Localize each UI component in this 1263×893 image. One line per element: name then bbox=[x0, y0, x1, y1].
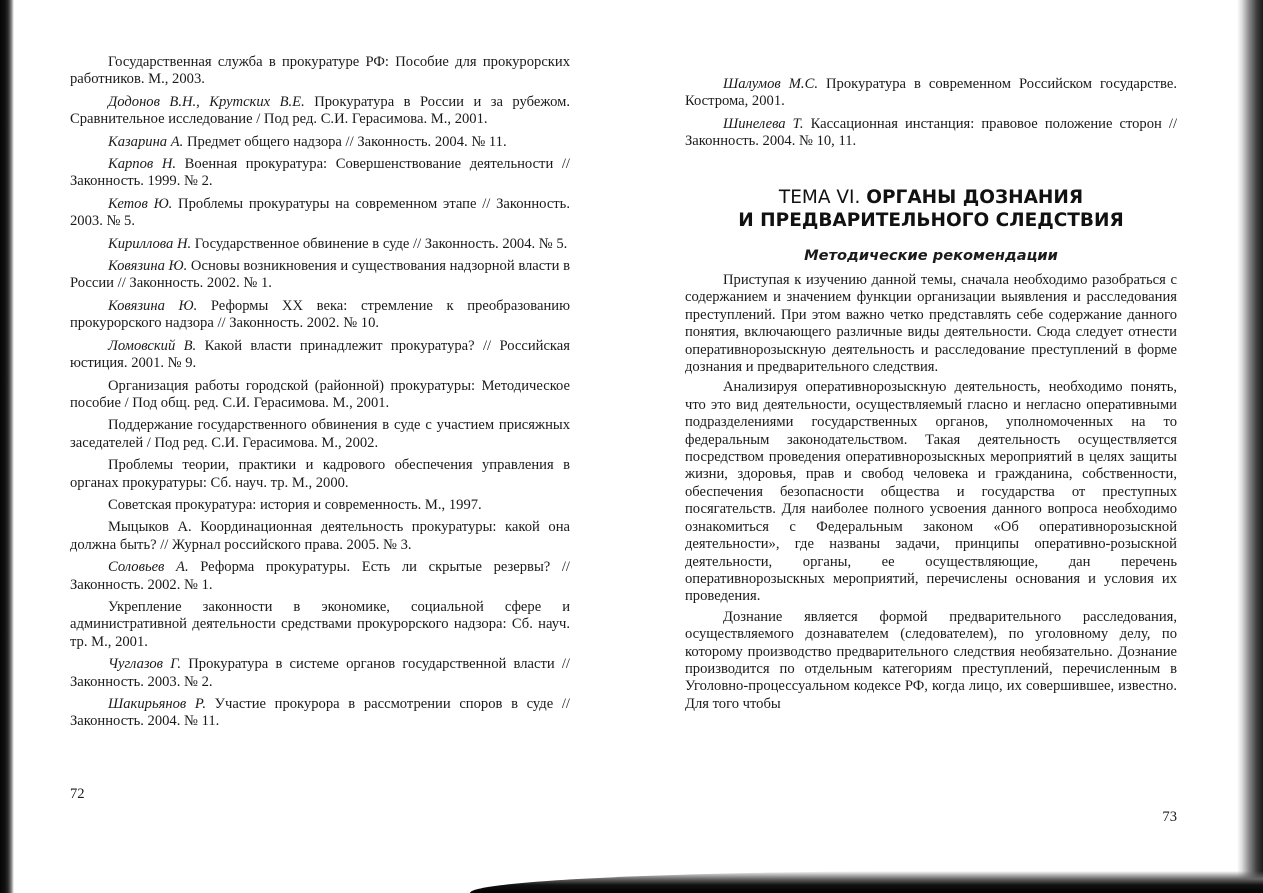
bibliography-entry bbox=[70, 417, 570, 452]
scan-bottom-shadow bbox=[470, 871, 1263, 893]
chapter-heading bbox=[685, 186, 1177, 232]
entry-text: Советская прокуратура: история и современность. М., 1997. bbox=[108, 496, 482, 513]
entry-text: Военная прокуратура: Совершенствование деятельности // Законность. 1999. № 2. bbox=[70, 156, 570, 190]
chapter-heading-title-1: ОРГАНЫ ДОЗНАНИЯ bbox=[866, 187, 1084, 208]
entry-author: Шинелева Т. bbox=[723, 115, 804, 132]
bibliography-entry bbox=[70, 656, 570, 691]
bibliography-entry bbox=[70, 196, 570, 231]
bibliography-entry bbox=[70, 378, 570, 413]
entry-author: Ломовский В. bbox=[108, 337, 197, 354]
chapter-heading-title-2: И ПРЕДВАРИТЕЛЬНОГО СЛЕДСТВИЯ bbox=[738, 210, 1124, 231]
entry-text: Прокуратура в России и за рубежом. Сравнительное исследование / Под ред. С.И. Герасимова. М., 2001. bbox=[70, 93, 570, 128]
entry-author: Ковязина Ю. bbox=[108, 258, 188, 275]
entry-text: Прокуратура в современном Российском государстве. Кострома, 2001. bbox=[685, 76, 1177, 110]
bibliography-entry bbox=[70, 134, 570, 151]
body-paragraph: Приступая к изучению данной темы, сначала необходимо разобраться с содержанием и значением функции организации выявления и расследования преступлений. При этом важно четко представлять себе содержание данного понятия, включающего различные виды деятельности. Сюда следует отнести оперативнорозыскную деятельность и расследование преступлений в форме дознания и предварительного следствия. bbox=[685, 272, 1177, 376]
entry-author: Кириллова Н. bbox=[108, 235, 192, 252]
section-subheading: Методические рекомендации bbox=[804, 247, 1058, 264]
bibliography-entry bbox=[70, 696, 570, 731]
entry-text: Предмет общего надзора // Законность. 2004. № 11. bbox=[183, 133, 507, 150]
entry-author: Карпов Н. bbox=[108, 156, 177, 173]
bibliography-entry bbox=[70, 599, 570, 651]
entry-text: Реформа прокуратуры. Есть ли скрытые резервы? // Законность. 2002. № 1. bbox=[70, 559, 570, 593]
chapter-heading-prefix: ТЕМА VI. bbox=[778, 187, 867, 208]
entry-author: Шалумов М.С. bbox=[723, 76, 818, 92]
body-paragraph: Дознание является формой предварительного расследования, осуществляемого дознавателем (следователем), по уголовному делу, по которому производство предварительного следствия необязательно. Дознание производится по отдельным категориям преступлений, перечисленным в Уголовно-процессуальном кодексе РФ, когда лицо, их совершившее, известно. Для того чтобы bbox=[685, 608, 1177, 712]
entry-text: Государственное обвинение в суде // Законность. 2004. № 5. bbox=[191, 235, 568, 252]
bibliography-list bbox=[70, 54, 570, 736]
entry-author: Ковязина Ю. bbox=[108, 297, 198, 314]
scan-spine-shadow-right bbox=[1237, 0, 1263, 893]
bibliography-entry bbox=[70, 497, 570, 514]
bibliography-entry bbox=[70, 258, 570, 293]
entry-text: Кассационная инстанция: правовое положение сторон // Законность. 2004. № 10, 11. bbox=[685, 115, 1177, 150]
bibliography-entry bbox=[70, 559, 570, 594]
bibliography-entry bbox=[70, 156, 570, 191]
entry-author: Чуглазов Г. bbox=[108, 656, 182, 673]
bibliography-entry bbox=[70, 457, 570, 492]
entry-text: Проблемы прокуратуры на современном этапе // Законность. 2003. № 5. bbox=[70, 195, 570, 230]
entry-text: Мыцыков А. Координационная деятельность прокуратуры: какой она должна быть? // Журнал российского права. 2005. № 3. bbox=[70, 519, 570, 553]
bibliography-entry bbox=[685, 116, 1177, 151]
bibliography-entry bbox=[70, 338, 570, 373]
entry-author: Соловьев А. bbox=[108, 559, 189, 576]
bibliography-entry bbox=[70, 236, 570, 253]
bibliography-continued bbox=[685, 76, 1177, 156]
scan-spine-shadow-left bbox=[0, 0, 14, 893]
bibliography-entry bbox=[685, 76, 1177, 111]
body-text bbox=[685, 272, 1177, 716]
bibliography-entry bbox=[70, 298, 570, 333]
page-number-left: 72 bbox=[70, 786, 85, 802]
entry-text: Прокуратура в системе органов государственной власти // Законность. 2003. № 2. bbox=[70, 656, 570, 690]
bibliography-entry bbox=[70, 519, 570, 554]
entry-text: Государственная служба в прокуратуре РФ: Пособие для прокурорских работников. М., 2003. bbox=[70, 54, 570, 88]
page-number-right: 73 bbox=[1162, 809, 1177, 825]
bibliography-entry bbox=[70, 94, 570, 129]
entry-author: Додонов В.Н., Крутских В.Е. bbox=[108, 93, 305, 110]
entry-author: Казарина А. bbox=[108, 133, 184, 150]
bibliography-entry bbox=[70, 54, 570, 89]
entry-text: Основы возникновения и существования надзорной власти в России // Законность. 2002. № 1. bbox=[70, 258, 570, 292]
entry-author: Кетов Ю. bbox=[108, 195, 173, 212]
entry-text: Какой власти принадлежит прокуратура? // Российская юстиция. 2001. № 9. bbox=[70, 337, 570, 372]
entry-text: Поддержание государственного обвинения в суде с участием присяжных заседателей / Под ред. С.И. Герасимова. М., 2002. bbox=[70, 417, 570, 451]
entry-author: Шакирьянов Р. bbox=[108, 696, 207, 712]
entry-text: Проблемы теории, практики и кадрового обеспечения управления в органах прокуратуры: Сб. науч. тр. М., 2000. bbox=[70, 457, 570, 491]
body-paragraph: Анализируя оперативнорозыскную деятельность, необходимо понять, что это вид деятельности, осуществляемый гласно и негласно оперативными подразделениями государственных органов, уполномоченных на то федеральным законодательством. Такая деятельность осуществляется посредством проведения оперативнорозыскных мероприятий в целях защиты жизни, здоровья, прав и свобод человека и гражданина, собственности, обеспечения безопасности общества и государства от преступных посягательств. Для наиболее полного усвоения данного вопроса необходимо ознакомиться с Федеральным законом «Об оперативнорозыскной деятельности», где названы задачи, принципы оперативно-розыскной деятельности, органы, ее осуществляющие, дан перечень оперативнорозыскных мероприятий, перечислены основания и условия их проведения. bbox=[685, 379, 1177, 605]
entry-text: Укрепление законности в экономике, социальной сфере и административной деятельности средствами прокурорского надзора: Сб. науч. тр. М., 2001. bbox=[70, 598, 570, 650]
entry-text: Участие прокурора в рассмотрении споров в суде // Законность. 2004. № 11. bbox=[70, 696, 570, 730]
entry-text: Реформы XX века: стремление к преобразованию прокурорского надзора // Законность. 2002. № 10. bbox=[70, 297, 570, 332]
entry-text: Организация работы городской (районной) прокуратуры: Методическое пособие / Под общ. ред. С.И. Герасимова. М., 2001. bbox=[70, 377, 570, 411]
